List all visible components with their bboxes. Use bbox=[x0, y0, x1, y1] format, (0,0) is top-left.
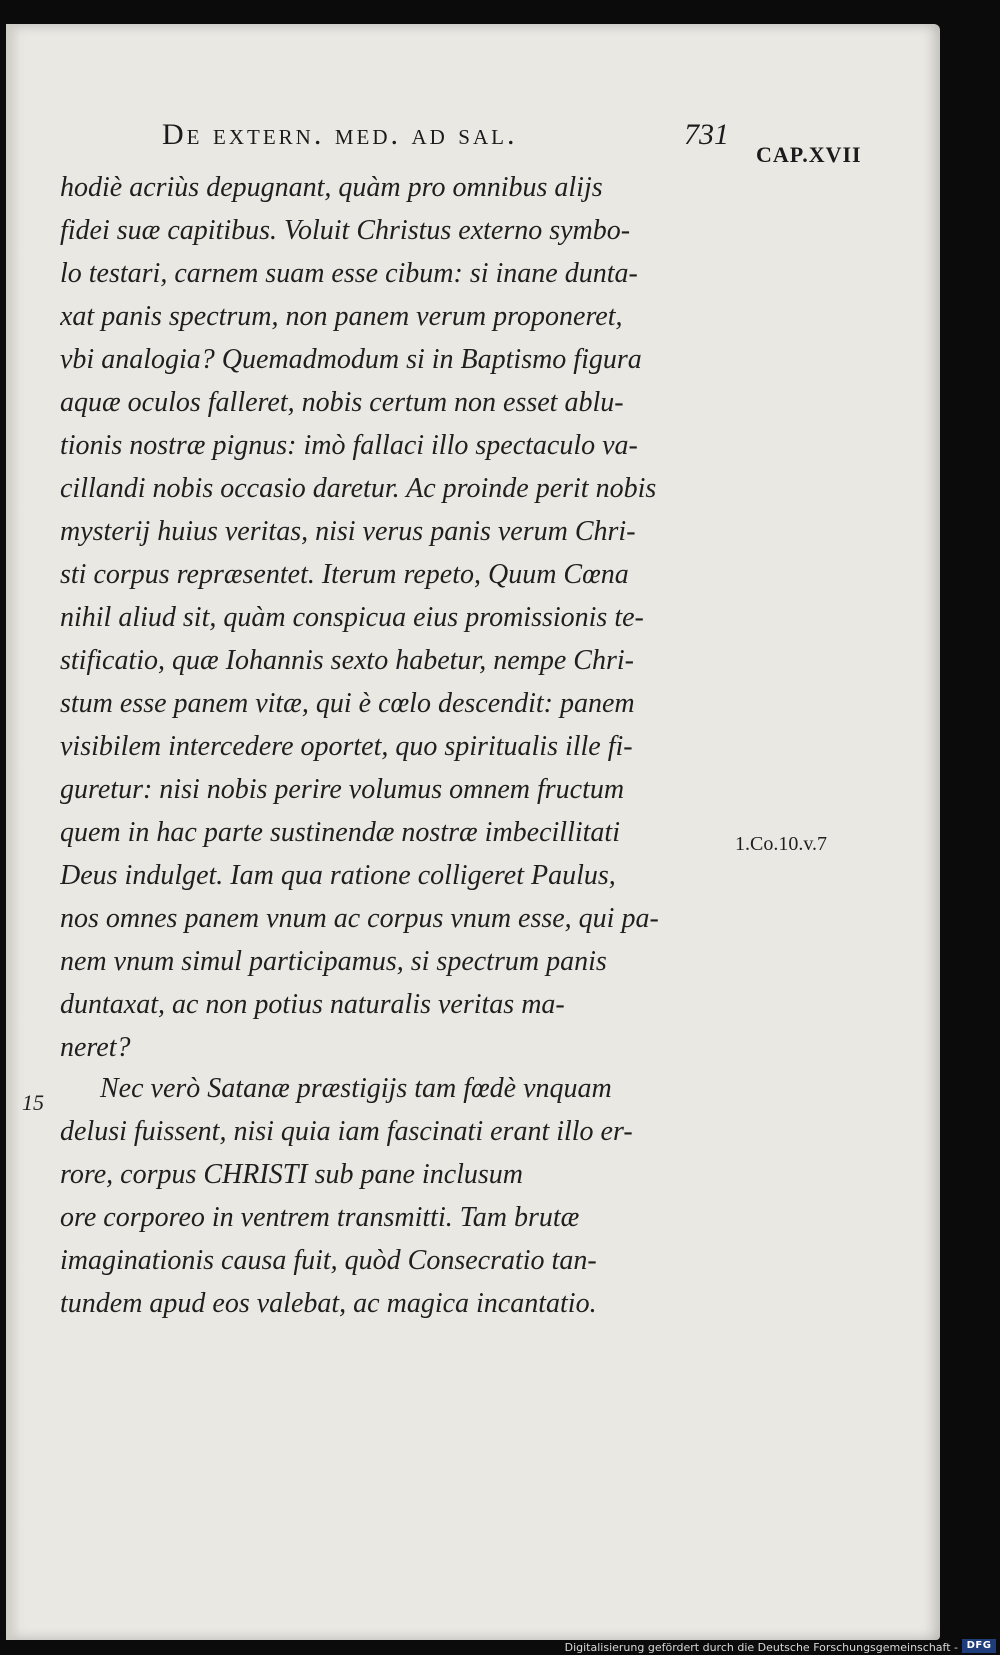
paragraph-2 bbox=[60, 1067, 720, 1325]
text-line: tionis nostræ pignus: imò fallaci illo spectaculo va- bbox=[60, 430, 638, 461]
page-gutter-shadow bbox=[6, 24, 20, 1640]
text-line: lo testari, carnem suam esse cibum: si inane dunta- bbox=[60, 258, 638, 289]
text-line: Nec verò Satanæ præstigijs tam fœdè vnquam bbox=[100, 1073, 612, 1104]
text-line: guretur: nisi nobis perire volumus omnem fructum bbox=[60, 774, 625, 805]
text-line: imaginationis causa fuit, quòd Consecratio tan- bbox=[60, 1245, 597, 1276]
digitization-credit: Digitalisierung gefördert durch die Deutsche Forschungsgemeinschaft - bbox=[564, 1641, 958, 1654]
text-line: nos omnes panem vnum ac corpus vnum esse, qui pa- bbox=[60, 903, 659, 934]
text-line: aquæ oculos falleret, nobis certum non esset ablu- bbox=[60, 387, 624, 418]
text-line: tundem apud eos valebat, ac magica incantatio. bbox=[60, 1288, 597, 1319]
margin-reference: 1.Co.10.v.7 bbox=[735, 833, 828, 855]
text-line: hodiè acriùs depugnant, quàm pro omnibus alijs bbox=[60, 172, 603, 203]
text-line: ore corporeo in ventrem transmitti. Tam brutæ bbox=[60, 1202, 580, 1233]
text-line: Deus indulget. Iam qua ratione colligeret Paulus, bbox=[60, 860, 616, 891]
text-line: nem vnum simul participamus, si spectrum panis bbox=[60, 946, 607, 977]
text-line: neret? bbox=[60, 1032, 131, 1063]
running-head bbox=[162, 118, 729, 164]
text-line: sti corpus repræsentet. Iterum repeto, Quum Cœna bbox=[60, 559, 629, 590]
text-line: stum esse panem vitæ, qui è cœlo descendit: panem bbox=[60, 688, 635, 719]
chapter-label: CAP.XVII bbox=[756, 142, 862, 167]
text-line: nihil aliud sit, quàm conspicua eius promissionis te- bbox=[60, 602, 644, 633]
text-line: xat panis spectrum, non panem verum proponeret, bbox=[60, 301, 623, 332]
paragraph-1 bbox=[60, 166, 720, 1069]
text-line: cillandi nobis occasio daretur. Ac proinde perit nobis bbox=[60, 473, 657, 504]
text-line: fidei suæ capitibus. Voluit Christus externo symbo- bbox=[60, 215, 631, 246]
text-line: mysterij huius veritas, nisi verus panis verum Chri- bbox=[60, 516, 636, 547]
text-line: delusi fuissent, nisi quia iam fascinati erant illo er- bbox=[60, 1116, 633, 1147]
text-line: vbi analogia? Quemadmodum si in Baptismo figura bbox=[60, 344, 642, 375]
text-line: stificatio, quæ Iohannis sexto habetur, nempe Chri- bbox=[60, 645, 634, 676]
section-number: 15 bbox=[22, 1090, 44, 1115]
text-line: visibilem intercedere oportet, quo spiritualis ille fi- bbox=[60, 731, 633, 762]
dfg-logo: DFG bbox=[962, 1639, 996, 1653]
page-number: 731 bbox=[684, 118, 729, 151]
text-line: rore, corpus CHRISTI sub pane inclusum bbox=[60, 1159, 524, 1190]
text-line: duntaxat, ac non potius naturalis veritas ma- bbox=[60, 989, 565, 1020]
running-head-title: De extern. med. ad sal. bbox=[162, 118, 518, 151]
text-line: quem in hac parte sustinendæ nostræ imbecillitati bbox=[60, 817, 620, 848]
